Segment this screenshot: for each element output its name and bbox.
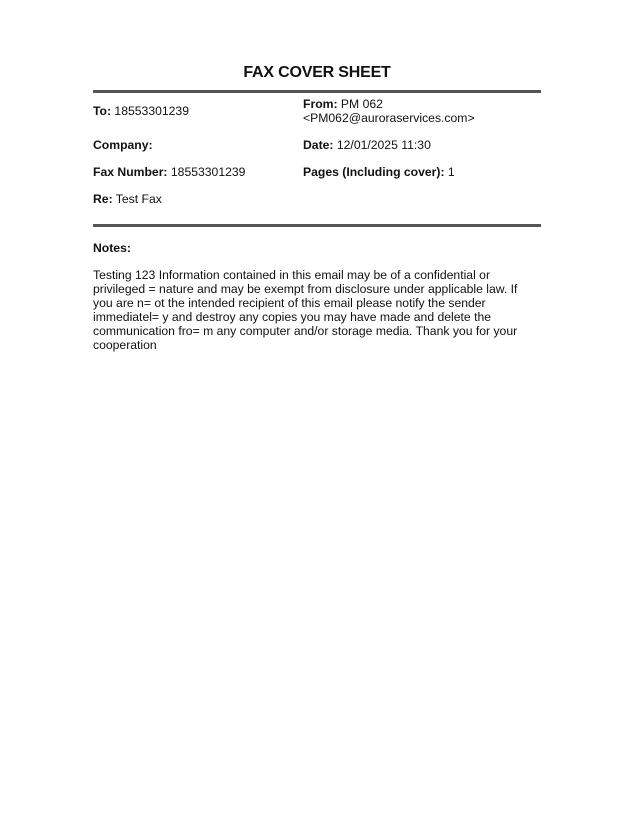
notes-line: privileged = nature and may be exempt from disclosure under applicable law. If [93, 282, 518, 296]
notes-line: communication fro= m any computer and/or storage media. Thank you for your [93, 324, 518, 338]
from-field [303, 97, 475, 125]
date-label: Date: [303, 138, 334, 152]
to-label: To: [93, 104, 112, 118]
fields-divider [93, 224, 541, 227]
re-field [93, 192, 162, 206]
fax-number-label: Fax Number: [93, 165, 168, 179]
from-value: PM 062 [337, 97, 383, 111]
re-label: Re: [93, 192, 113, 206]
pages-value: 1 [444, 165, 455, 179]
fax-number-field [93, 165, 245, 179]
pages-label: Pages (Including cover): [303, 165, 445, 179]
to-value: 18553301239 [111, 104, 189, 118]
notes-line: you are n= ot the intended recipient of this email please notify the sender [93, 296, 486, 310]
date-field [303, 138, 431, 152]
company-field [93, 138, 153, 152]
from-email: <PM062@auroraservices.com> [303, 111, 475, 125]
page-title: FAX COVER SHEET [243, 64, 391, 81]
to-field [93, 104, 189, 118]
notes-label: Notes: [93, 241, 131, 255]
fax-number-value: 18553301239 [167, 165, 246, 179]
notes-body [93, 268, 518, 352]
date-value: 12/01/2025 11:30 [333, 138, 431, 152]
notes-line: cooperation [93, 338, 157, 352]
notes-line: Testing 123 Information contained in this email may be of a confidential or [93, 268, 490, 282]
pages-field [303, 165, 455, 179]
from-label: From: [303, 97, 338, 111]
re-value: Test Fax [112, 192, 162, 206]
company-label: Company: [93, 138, 153, 152]
notes-line: immediatel= y and destroy any copies you may have made and delete the [93, 310, 492, 324]
header-divider [93, 90, 541, 93]
